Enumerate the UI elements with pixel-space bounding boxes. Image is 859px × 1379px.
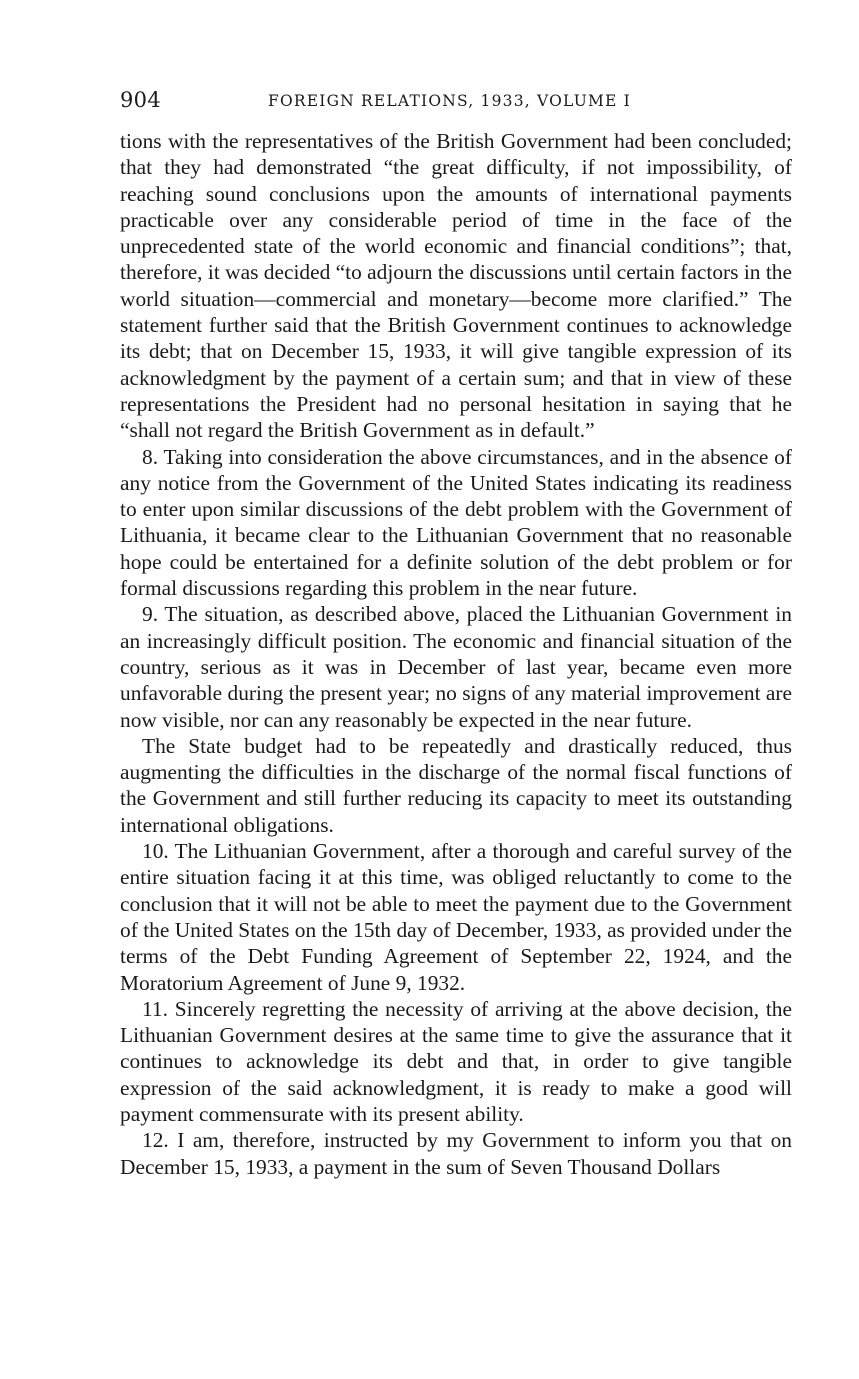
running-head: FOREIGN RELATIONS, 1933, VOLUME I — [268, 92, 631, 110]
document-page — [120, 88, 792, 1180]
paragraph-10: 10. The Lithuanian Government, after a thorough and careful survey of the entire situation facing it at this time, was obliged reluctantly to come to the conclusion that it will not be able to meet the payment due to the Government of the United States on the 15th day of December, 1933, as provided under the terms of the Debt Funding Agreement of September 22, 1924, and the Moratorium Agreement of June 9, 1932. — [120, 839, 792, 995]
paragraph-8: 8. Taking into consideration the above circumstances, and in the absence of any notice from the Government of the United States indicating its readiness to enter upon similar discussions of the debt problem with the Government of Lithuania, it became clear to the Lithuanian Government that no reasonable hope could be entertained for a definite solution of the debt problem or for formal discussions regarding this problem in the near future. — [120, 444, 792, 601]
paragraph-12: 12. I am, therefore, instructed by my Government to inform you that on December 15, 1933, a payment in the sum of Seven Thousand Dollars — [120, 1128, 792, 1179]
body-text — [120, 128, 792, 1180]
paragraph-state-budget: The State budget had to be repeatedly and drastically reduced, thus augmenting the difficulties in the discharge of the normal fiscal functions of the Government and still further reducing its capacity to meet its outstanding international obligations. — [120, 733, 792, 837]
paragraph-11: 11. Sincerely regretting the necessity of arriving at the above decision, the Lithuanian Government desires at the same time to give the assurance that it continues to acknowledge its debt and that, in order to give tangible expression of the said acknowledgment, it is ready to make a good will payment commensurate with its present ability. — [120, 996, 792, 1126]
page-header — [120, 88, 792, 118]
page-number: 904 — [120, 88, 161, 112]
paragraph-continuation: tions with the representatives of the British Government had been concluded; that they had demonstrated “the great difficulty, if not impossibility, of reaching sound conclusions upon the amounts of international payments practicable over any considerable period of time in the face of the unprecedented state of the world economic and financial conditions”; that, therefore, it was decided “to adjourn the discussions until certain factors in the world situation—commercial and monetary—become more clarified.” The statement further said that the British Government continues to acknowledge its debt; that on December 15, 1933, it will give tangible expression of its acknowledgment by the payment of a certain sum; and that in view of these representations the President had no personal hesitation in saying that he “shall not regard the British Government as in default.” — [120, 129, 792, 443]
paragraph-9: 9. The situation, as described above, placed the Lithuanian Government in an increasingly difficult position. The economic and financial situation of the country, serious as it was in December of last year, became even more unfavorable during the present year; no signs of any material improvement are now visible, nor can any reasonably be expected in the near future. — [120, 602, 792, 732]
